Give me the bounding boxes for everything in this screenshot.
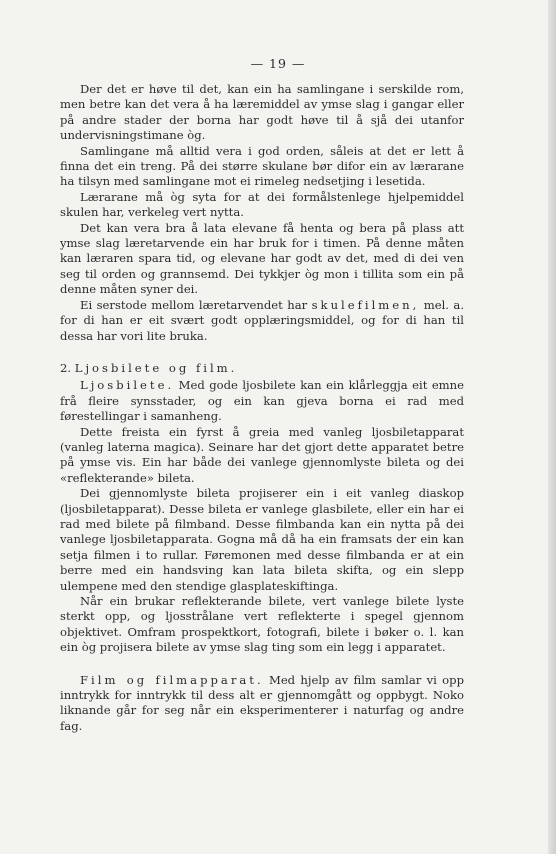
paragraph-7: Dette freista ein fyrst å greia med vanleg ljosbiletapparat (vanleg laterna magica). Seinare har det gjort dette apparatet betre på ymse vis. Ein har både dei vanlege gjennomlyste bileta og dei «reflekterande» bileta.: [60, 424, 464, 485]
page-body: [60, 82, 464, 734]
section-heading: [60, 361, 464, 376]
paragraph-8: Dei gjennomlyste bileta projiserer ein i eit vanleg diaskop (ljosbiletapparat). Desse bileta er vanlege glasbilete, eller ein har ei rad med bilete på filmband. Desse filmbanda kan ein nytta på dei vanlege ljosbiletapparata. Gogna må då ha ein framsats der ein kan setja filmen i to rullar. Føremonen med desse filmbanda er at ein berre med ein handsving kan lata bileta skifta, og ein slepp ulempene med den stendige glasplateskiftinga.: [60, 486, 464, 593]
paragraph-4: Det kan vera bra å lata elevane få henta og bera på plass att ymse slag læretarvende ein har bruk for i timen. På denne måten kan læraren spara tid, og elevane har godt av det, med di dei ven seg til orden og grannsemd. Dei tykkjer òg mon i tillita som ein på denne måten syner dei.: [60, 220, 464, 297]
page-number: — 19 —: [250, 56, 306, 71]
page-edge-shadow: [548, 0, 556, 854]
paragraph-9: Når ein brukar reflekterande bilete, vert vanlege bilete lyste sterkt opp, og ljosstrålane vert reflekterte i spegel gjennom objektivet. Omfram prospektkort, fotografi, bilete i bøker o. l. kan ein òg projisera bilete av ymse slag ting som ein legg i apparatet.: [60, 594, 464, 655]
paragraph-5-text-b: mel. a. for di han er eit svært godt opplæringsmiddel, og for di han til dessa har vori lite bruka.: [60, 297, 465, 343]
paragraph-6-text: Med gode ljosbilete kan ein klårleggja eit emne frå fleire synsstader, og ein kan gjeva borna ei rad med førestellingar i samanheng.: [60, 378, 464, 424]
section-title: Ljosbilete og film.: [74, 360, 238, 375]
paragraph-3: Lærarane må òg syta for at dei formålstenlege hjelpemiddel skulen har, verkeleg vert nytta.: [60, 189, 464, 220]
paragraph-1: Der det er høve til det, kan ein ha samlingane i serskilde rom, men betre kan det vera å ha læremiddel av ymse slag i gangar eller på andre stader der borna har godt høve til å sjå dei utanfor undervisningstimane òg.: [60, 82, 464, 143]
paragraph-10: [60, 673, 464, 735]
paragraph-2: Samlingane må alltid vera i god orden, såleis at det er lett å finna det ein treng. På dei større skulane bør difor ein av lærarane ha tilsyn med samlingane mot ei rimeleg nedsetjing i lesetida.: [60, 143, 464, 189]
film-subheading: Film og filmapparat.: [80, 672, 264, 687]
skulefilmen-emphasis: skulefilmen,: [311, 297, 420, 312]
section-number: 2.: [60, 360, 75, 375]
paragraph-5: [60, 298, 464, 344]
ljosbilete-subheading: Ljosbilete.: [80, 378, 175, 393]
paragraph-6: [60, 378, 464, 424]
paragraph-10-text: Med hjelp av film samlar vi opp inntrykk for inntrykk til dess alt er gjennomgått og oppbygt. Noko liknande går for seg når ein eksperimenterer i naturfag og andre fag.: [60, 672, 464, 733]
paragraph-5-text-a: Ei serstode mellom læretarvendet har: [80, 297, 312, 312]
